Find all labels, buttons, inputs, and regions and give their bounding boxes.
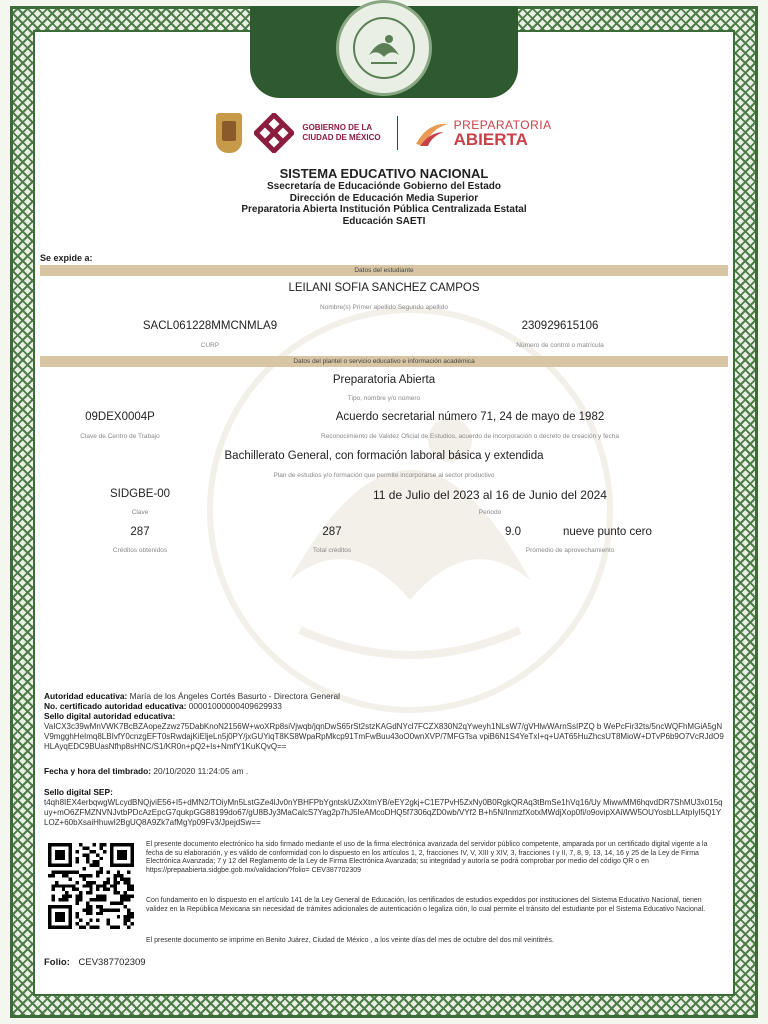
periodo-value: 11 de Julio del 2023 al 16 de Junio del 2024 (373, 488, 607, 502)
header-line-3: Preparatoria Abierta Institución Pública Centralizada Estatal (241, 204, 527, 215)
gob-line-2: CIUDAD DE MÉXICO (302, 133, 381, 142)
cdmx-knot-icon (254, 113, 294, 153)
sep-label: Sello digital SEP: (44, 787, 113, 797)
folio-value: CEV387702309 (78, 957, 146, 968)
total-creditos-label: Total créditos (312, 547, 352, 554)
promedio-label: Promedio de aprovechamiento (525, 547, 615, 554)
rvoe-value: Acuerdo secretarial número 71, 24 de mayo de 1982 (335, 411, 605, 423)
control-label: Número de control o matrícula (516, 342, 604, 349)
header-line-4: Educación SAETI (342, 215, 426, 227)
autoridad-value: María de los Ángeles Cortés Basurto - Directora General (129, 691, 341, 701)
sep-label-line (44, 787, 113, 797)
logo-divider (397, 116, 398, 150)
autoridad-line (44, 691, 340, 701)
gobierno-cdmx-logo (254, 113, 380, 153)
prepa-line-1: PREPARATORIA (453, 118, 552, 132)
legal-paragraph-3: El presente documento se imprime en Benito Juárez, Ciudad de México , a los veinte días del mes de octubre del dos mil veintitrés. (146, 937, 554, 944)
sello-label: Sello digital autoridad educativa: (44, 711, 176, 721)
control-value: 230929615106 (521, 320, 599, 332)
periodo-label: Periodo (478, 509, 502, 516)
header-title: SISTEMA EDUCATIVO NACIONAL (279, 166, 489, 181)
cert-label: No. certificado autoridad educativa: (44, 701, 187, 711)
school-band: Datos del plantel o servicio educativo e información académica (40, 356, 728, 367)
fecha-line (44, 766, 248, 776)
promedio-text: nueve punto cero (563, 526, 652, 538)
qr-code-icon[interactable] (48, 843, 134, 929)
header-line-1: Ssecretaría de Educaciónde Gobierno del Estado (267, 181, 501, 192)
cct-label: Clave de Centro de Trabajo (80, 433, 160, 440)
expide-label: Se expide a: (40, 253, 93, 263)
sello-label-line (44, 711, 175, 721)
cdmx-shield-icon (216, 113, 242, 153)
curp-label: CURP (200, 342, 220, 349)
sello-digital-autoridad: VaICX3c39wMnVWK7BcBZAopeZzwz75DabKnoN2156W+woXRp8siVjwqb/jqnDwS65rSt2stzKAGdNYcl7FCZX830N2qYweyh1NLsW7/gVHlwWArnSsIPZQ b WePcFir32ts/5ncWQFhMGiA5gNV9mgghHeImq8LBIvfY0cnzgEFT0sRwdajKiEljeLn5j0PY/jxGUYiqT8KS8WpaRpMkcp91TmFwBuu43oO0wnXVP/7MFGTsa vpiB6N1S4YeTxI+q+UAT65HuZhcsUT8MioW+DTvP6b9O7VcRJdO9HLAyqEDC9BUasNfhp8sHNC/S1/KR0n+pQ2+Is+NmfY1KuKQvQ== (44, 722, 724, 751)
creditos-obtenidos-value: 287 (130, 526, 150, 538)
plan-value: Bachillerato General, con formación laboral básica y extendida (224, 450, 544, 462)
legal-paragraph-1: El presente documento electrónico ha sido firmado mediante el uso de la firma electrónica avanzada del servidor público competente, amparada por un certificado digital vigente a la fecha de su elaboración, y es válido de conformidad con lo dispuesto en los artículos 1, 2, fracciones IV, V, XIII y XIV, 3, fracciones I y II, 7, 8, 9, 13, 14, 16 y 25 de la Ley de Firma Electrónica Avanzada; 7 y 12 del Reglamento de la Ley de Firma Electrónica Avanzada; su integridad y autoría se podrá comprobar por medio del código QR o en https://prepaabierta.sidgbe.gob.mx/validacion/?folio= CEV387702309 (146, 841, 708, 874)
student-name-label: Nombre(s) Primer apellido Segundo apellido (320, 304, 448, 311)
fecha-label: Fecha y hora del timbrado: (44, 766, 152, 776)
school-type: Preparatoria Abierta (332, 374, 436, 386)
clave-value: SIDGBE-00 (109, 488, 171, 500)
clave-label: Clave (131, 509, 149, 516)
autoridad-label: Autoridad educativa: (44, 691, 128, 701)
cct-value: 09DEX0004P (85, 411, 155, 423)
cert-line (44, 701, 282, 711)
student-band: Datos del estudiante (40, 265, 728, 276)
sello-digital-sep: t4qh8IEX4erbqwgWLcydBNQjviE56+I5+dMN2/TOiyMn5LstGZe4lJv0nYBHFPbYgntskUZxXtmYB/eEY2gkj+C1E7PvH5ZxNy0B0RgkQRAq3tBmSe1hVq16/Uy MiwwMM6hqvdDR7ShMU3x015quy+mO6ZFMZNVNJvtbPDcAzEpcG7qukpGG88199do67/gU8BJy3MaCalcS7Yag2p7hJ5IeAMcoDHQ5f7306qZD0wb/VYf2 B+h5N/InmzfXotxMWdjXop0fi/o9ovipXAiWW5OUYosbLLAtpIyI5Q1YLOZ+60bXsaiHhuwI2BgUQ8A9Zk7afMgYp09Fv3/JpejdSw== (44, 798, 723, 827)
promedio-value: 9.0 (505, 526, 521, 538)
cert-value: 00001000000409629933 (188, 701, 282, 711)
prepa-abierta-logo (414, 118, 552, 148)
creditos-obtenidos-label: Créditos obtenidos (112, 547, 168, 554)
document-header (0, 166, 768, 227)
prepa-line-2: ABIERTA (453, 130, 528, 149)
legal-paragraph-2: Con fundamento en lo dispuesto en el artículo 141 de la Ley General de Educación, los certificados de estudios expedidos por instituciones del Sistema Educativo Nacional, tienen validez en la República Mexicana sin necesidad de trámites adicionales de autenticación o legaliza ción, lo cual permite el tránsito del estudiante por el Sistema Educativo Nacional. (146, 897, 706, 913)
folio-label: Folio: (44, 957, 70, 968)
gob-line-1: GOBIERNO DE LA (302, 123, 373, 132)
plan-label: Plan de estudios y/o formación que permite incorporarse al sector productivo (273, 472, 495, 479)
logos-bar (0, 106, 768, 160)
prepa-swoosh-icon (414, 118, 450, 148)
student-name: LEILANI SOFIA SANCHEZ CAMPOS (288, 282, 480, 294)
national-seal (336, 0, 432, 96)
national-seal-header (250, 6, 518, 98)
fecha-value: 20/10/2020 11:24:05 am . (153, 766, 249, 776)
eagle-icon (349, 13, 419, 83)
rvoe-label: Reconocimiento de Validez Oficial de Estudios, acuerdo de incorporación o decreto de creación y fecha (321, 433, 619, 440)
school-type-label: Tipo, nombre y/o número (347, 395, 421, 402)
curp-value: SACL061228MMCNMLA9 (142, 320, 278, 332)
folio-line (44, 957, 146, 968)
header-line-2: Dirección de Educación Media Superior (289, 192, 479, 204)
total-creditos-value: 287 (322, 526, 342, 538)
